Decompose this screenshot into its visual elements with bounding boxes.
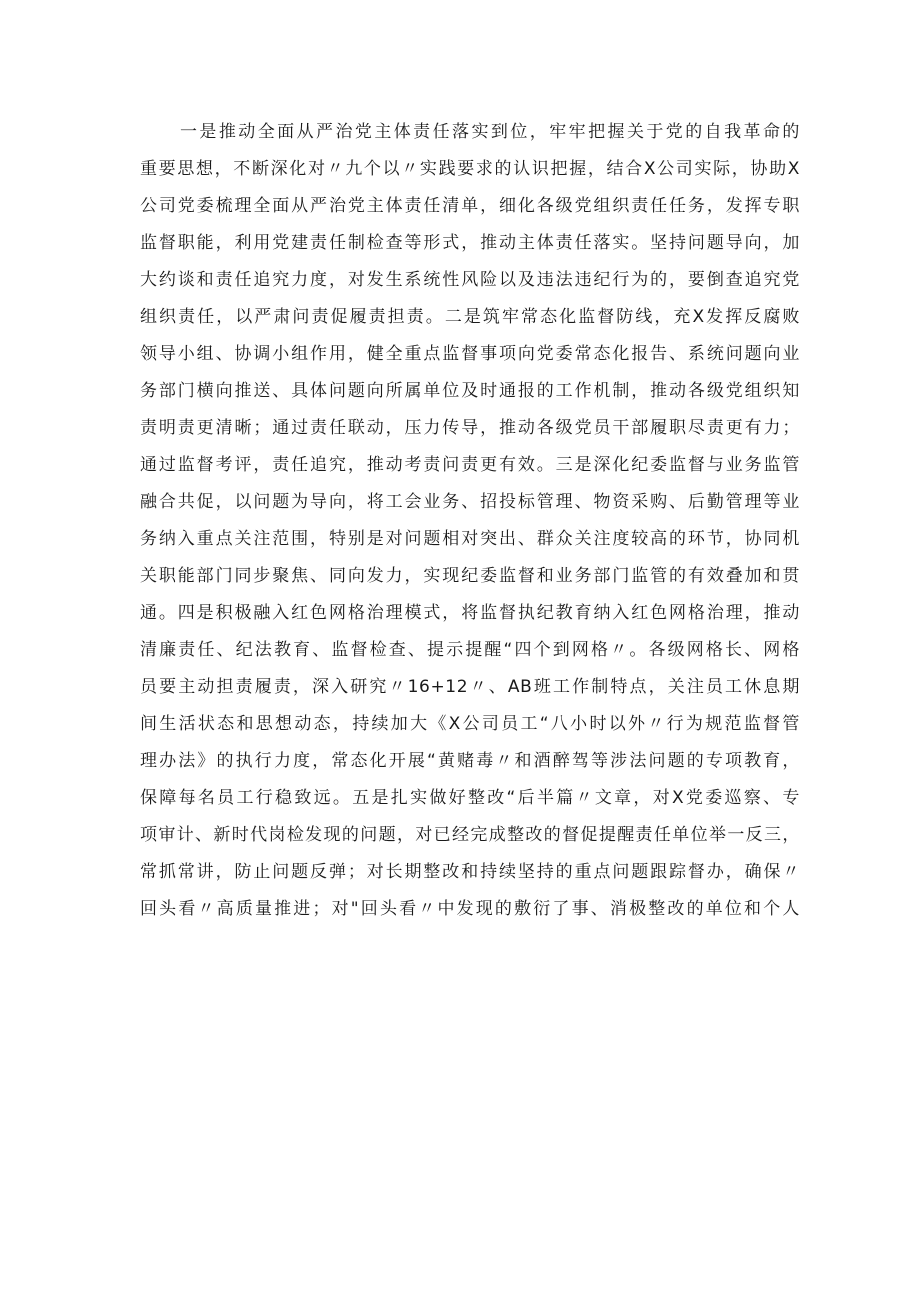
paragraph-line: 常抓常讲，防止问题反弹；对长期整改和持续坚持的重点问题跟踪督办，确保〃 bbox=[140, 862, 800, 882]
paragraph-line: 组织责任，以严肃问责促履责担责。二是筑牢常态化监督防线，充X发挥反腐败 bbox=[140, 307, 800, 327]
paragraph-line: 通。四是积极融入红色网格治理模式，将监督执纪教育纳入红色网格治理，推动 bbox=[140, 603, 800, 623]
paragraph-line: 关职能部门同步聚焦、同向发力，实现纪委监督和业务部门监管的有效叠加和贯 bbox=[140, 566, 800, 586]
paragraph-line: 重要思想，不断深化对〃九个以〃实践要求的认识把握，结合X公司实际，协助X bbox=[140, 159, 800, 179]
body-paragraph bbox=[140, 114, 800, 928]
paragraph-line: 理办法》的执行力度，常态化开展“黄赌毒〃和酒醉驾等涉法问题的专项教育， bbox=[140, 751, 800, 771]
paragraph-line: 项审计、新时代岗检发现的问题，对已经完成整改的督促提醒责任单位举一反三， bbox=[140, 825, 800, 845]
paragraph-line: 领导小组、协调小组作用，健全重点监督事项向党委常态化报告、系统问题向业 bbox=[140, 344, 800, 364]
paragraph-line: 公司党委梳理全面从严治党主体责任清单，细化各级党组织责任任务，发挥专职 bbox=[140, 196, 800, 216]
paragraph-line: 回头看〃高质量推进；对"回头看〃中发现的敷衍了事、消极整改的单位和个人 bbox=[140, 899, 800, 919]
paragraph-line: 通过监督考评，责任追究，推动考责问责更有效。三是深化纪委监督与业务监管 bbox=[140, 455, 800, 475]
paragraph-line: 务纳入重点关注范围，特别是对问题相对突出、群众关注度较高的环节，协同机 bbox=[140, 529, 800, 549]
paragraph-line: 责明责更清晰；通过责任联动，压力传导，推动各级党员干部履职尽责更有力； bbox=[140, 418, 800, 438]
paragraph-line: 大约谈和责任追究力度，对发生系统性风险以及违法违纪行为的，要倒查追究党 bbox=[140, 270, 800, 290]
paragraph-line: 清廉责任、纪法教育、监督检查、提示提醒“四个到网格〃。各级网格长、网格 bbox=[140, 640, 800, 660]
paragraph-line: 融合共促，以问题为导向，将工会业务、招投标管理、物资采购、后勤管理等业 bbox=[140, 492, 800, 512]
paragraph-line: 保障每名员工行稳致远。五是扎实做好整改“后半篇〃文章，对X党委巡察、专 bbox=[140, 788, 800, 808]
paragraph-line: 务部门横向推送、具体问题向所属单位及时通报的工作机制，推动各级党组织知 bbox=[140, 381, 800, 401]
paragraph-line: 员要主动担责履责，深入研究〃16+12〃、AB班工作制特点，关注员工休息期 bbox=[140, 677, 800, 697]
paragraph-line: 一是推动全面从严治党主体责任落实到位，牢牢把握关于党的自我革命的 bbox=[180, 122, 800, 142]
paragraph-line: 间生活状态和思想动态，持续加大《X公司员工“八小时以外〃行为规范监督管 bbox=[140, 714, 800, 734]
paragraph-line: 监督职能，利用党建责任制检查等形式，推动主体责任落实。坚持问题导向，加 bbox=[140, 233, 800, 253]
